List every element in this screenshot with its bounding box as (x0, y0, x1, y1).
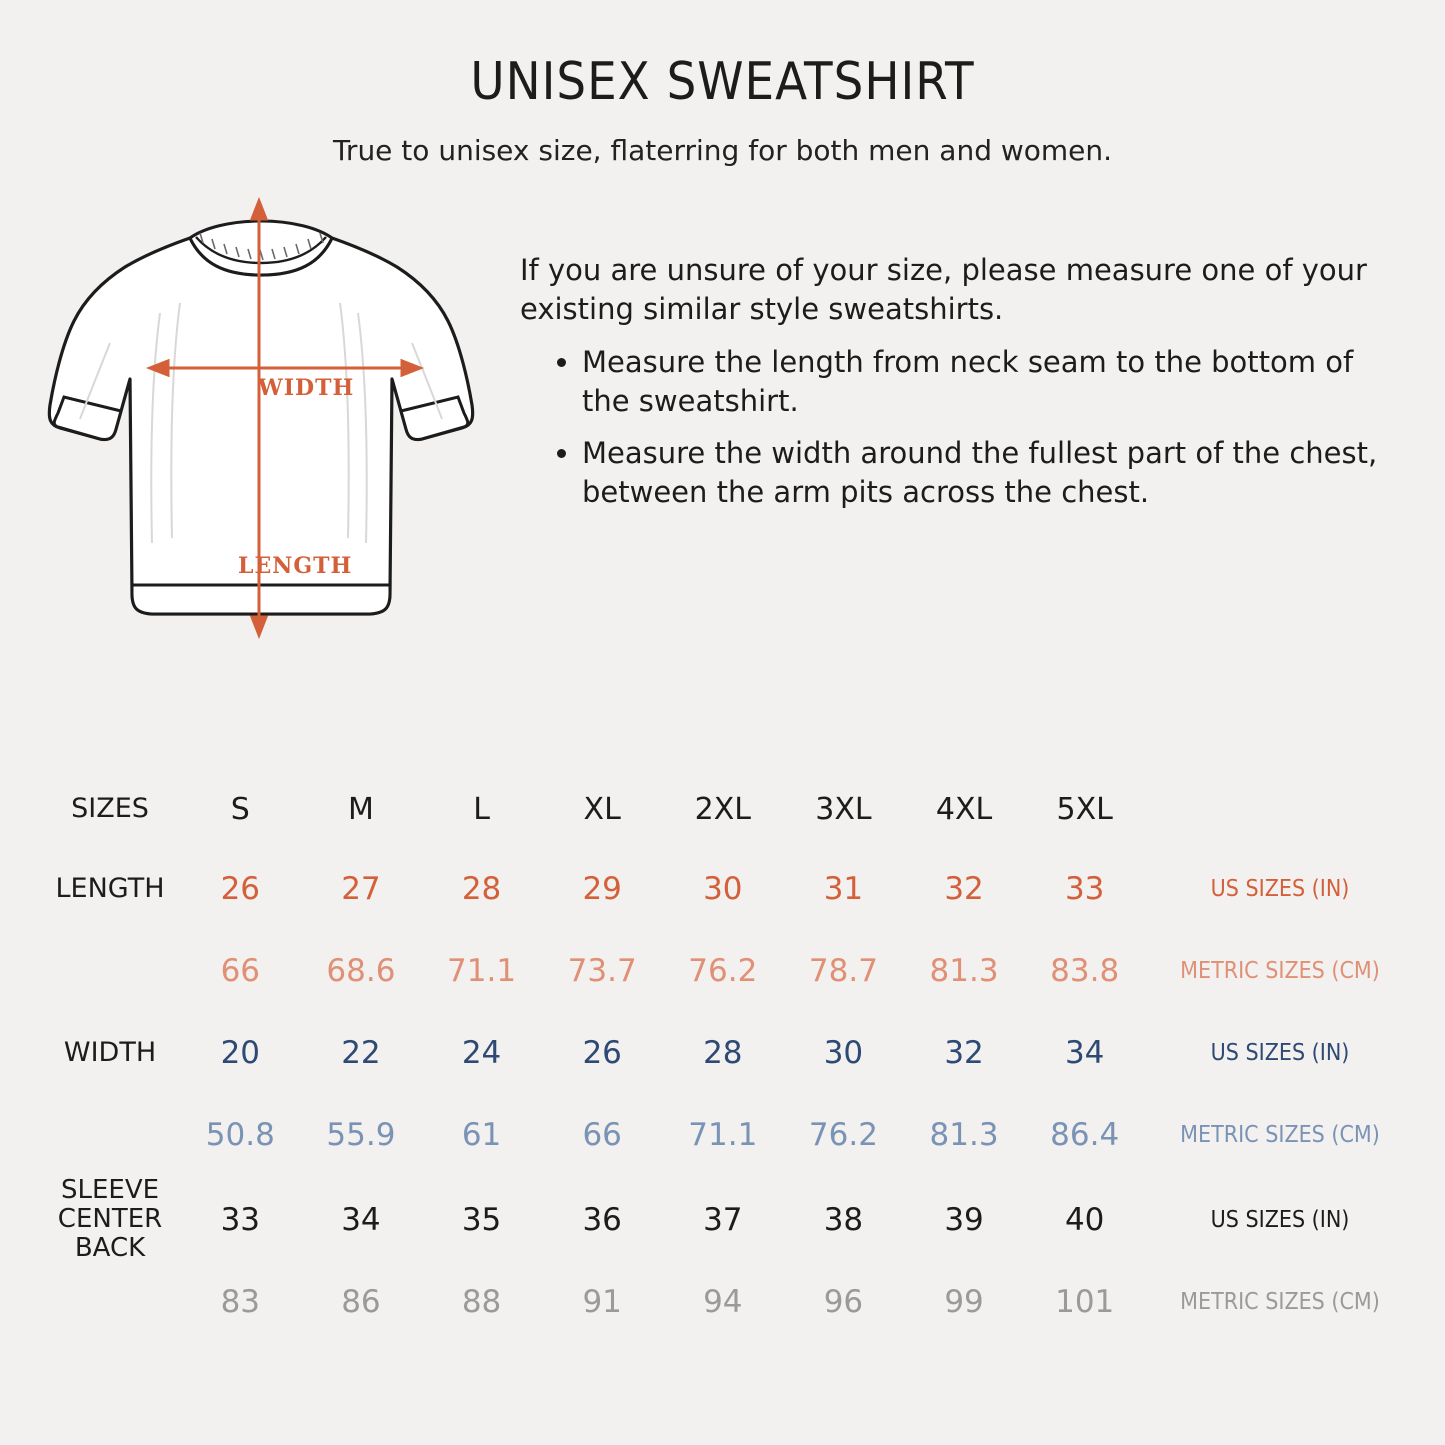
top-section (0, 167, 1445, 663)
cell-sleeve-us-2xl: 37 (703, 1201, 743, 1238)
unit-length-us: US SIZES (IN) (1210, 876, 1350, 902)
cell-width-cm-5xl: 86.4 (1050, 1117, 1120, 1153)
table-row (40, 930, 1405, 1012)
cell-length-cm-s: 66 (220, 953, 261, 989)
cell-length-cm-3xl: 78.7 (808, 953, 878, 989)
cell-width-us-xl: 26 (582, 1035, 622, 1071)
header-sizes-label: SIZES (71, 793, 149, 825)
cell-length-cm-l: 71.1 (447, 953, 517, 989)
cell-sleeve-cm-m: 86 (341, 1284, 381, 1321)
table-row (40, 848, 1405, 930)
cell-sleeve-cm-5xl: 101 (1055, 1284, 1115, 1321)
sweatshirt-illustration (40, 193, 510, 663)
cell-width-cm-3xl: 76.2 (808, 1117, 878, 1153)
table-row (40, 1176, 1405, 1263)
cell-sleeve-cm-s: 83 (220, 1284, 261, 1321)
size-header-s: S (230, 791, 250, 827)
cell-width-cm-4xl: 81.3 (929, 1117, 999, 1153)
row-label-sleeve-line3: BACK (74, 1233, 146, 1264)
width-label: WIDTH (258, 375, 355, 401)
row-label-sleeve-metric (40, 1263, 180, 1341)
cell-width-cm-s: 50.8 (205, 1117, 275, 1153)
list-item: • Measure the width around the fullest part of the chest, between the arm pits across the chest. (582, 434, 1405, 511)
cell-length-us-3xl: 31 (823, 871, 864, 907)
size-header-l: L (473, 791, 490, 827)
cell-length-us-xl: 29 (582, 871, 622, 907)
list-item: • Measure the length from neck seam to the bottom of the sweatshirt. (582, 343, 1405, 420)
unit-sleeve-us: US SIZES (IN) (1210, 1206, 1350, 1233)
cell-sleeve-cm-3xl: 96 (823, 1284, 864, 1321)
cell-length-cm-5xl: 83.8 (1050, 953, 1120, 989)
cell-width-us-m: 22 (341, 1035, 381, 1071)
sweatshirt-drawing (40, 193, 510, 663)
instructions-intro: If you are unsure of your size, please measure one of your existing similar style sweatshirts. (520, 253, 1367, 327)
table-header-row (40, 770, 1405, 848)
size-header-3xl: 3XL (815, 791, 872, 827)
cell-sleeve-cm-4xl: 99 (944, 1284, 984, 1321)
cell-length-cm-4xl: 81.3 (929, 953, 999, 989)
table-row (40, 1263, 1405, 1341)
row-label-sleeve (40, 1176, 180, 1263)
cell-sleeve-us-5xl: 40 (1064, 1201, 1105, 1238)
size-header-m: M (347, 791, 374, 827)
cell-width-us-4xl: 32 (944, 1035, 984, 1071)
unit-width-metric: METRIC SIZES (CM) (1180, 1122, 1380, 1148)
cell-width-us-5xl: 34 (1064, 1035, 1105, 1071)
row-label-sleeve-line2: CENTER (57, 1204, 163, 1235)
length-label: LENGTH (238, 553, 353, 579)
header-unit-blank (1145, 770, 1405, 848)
row-label-length-metric (40, 930, 180, 1012)
cell-length-us-2xl: 30 (703, 871, 743, 907)
table-row (40, 1012, 1405, 1094)
cell-length-cm-2xl: 76.2 (688, 953, 758, 989)
cell-width-cm-xl: 66 (582, 1117, 622, 1153)
cell-width-cm-l: 61 (461, 1117, 502, 1153)
cell-width-us-2xl: 28 (703, 1035, 743, 1071)
cell-length-us-l: 28 (461, 871, 502, 907)
cell-sleeve-us-xl: 36 (582, 1201, 622, 1238)
cell-sleeve-cm-2xl: 94 (703, 1284, 743, 1321)
cell-sleeve-us-l: 35 (461, 1201, 502, 1238)
cell-width-us-3xl: 30 (823, 1035, 864, 1071)
instructions-list (520, 343, 1405, 511)
unit-width-us: US SIZES (IN) (1210, 1040, 1350, 1066)
cell-sleeve-us-s: 33 (220, 1201, 261, 1238)
cell-length-us-5xl: 33 (1064, 871, 1105, 907)
size-table-wrap (0, 770, 1445, 1341)
cell-length-us-s: 26 (220, 871, 261, 907)
cell-length-cm-m: 68.6 (326, 953, 396, 989)
cell-width-cm-m: 55.9 (326, 1117, 396, 1153)
size-header-5xl: 5XL (1056, 791, 1113, 827)
size-header-4xl: 4XL (935, 791, 993, 827)
cell-sleeve-us-4xl: 39 (944, 1201, 984, 1238)
page-title: UNISEX SWEATSHIRT (470, 52, 975, 112)
row-label-width-metric (40, 1094, 180, 1176)
unit-length-metric: METRIC SIZES (CM) (1180, 958, 1380, 984)
cell-width-us-s: 20 (220, 1035, 261, 1071)
size-header-2xl: 2XL (694, 791, 751, 827)
row-label-width: WIDTH (63, 1037, 157, 1069)
cell-sleeve-cm-xl: 91 (582, 1284, 622, 1321)
cell-width-us-l: 24 (461, 1035, 502, 1071)
row-label-length: LENGTH (55, 873, 165, 905)
row-label-sleeve-line1: SLEEVE (60, 1175, 160, 1205)
unit-sleeve-metric: METRIC SIZES (CM) (1180, 1289, 1380, 1316)
page-subtitle: True to unisex size, flaterring for both men and women. (332, 134, 1113, 167)
cell-sleeve-us-m: 34 (341, 1201, 381, 1238)
cell-length-us-4xl: 32 (944, 871, 984, 907)
size-table (40, 770, 1405, 1341)
cell-length-us-m: 27 (341, 871, 381, 907)
cell-sleeve-cm-l: 88 (461, 1284, 502, 1321)
table-row (40, 1094, 1405, 1176)
measure-instructions (510, 193, 1405, 526)
size-header-xl: XL (583, 791, 621, 827)
cell-width-cm-2xl: 71.1 (688, 1117, 758, 1153)
cell-length-cm-xl: 73.7 (567, 953, 637, 989)
cell-sleeve-us-3xl: 38 (823, 1201, 864, 1238)
